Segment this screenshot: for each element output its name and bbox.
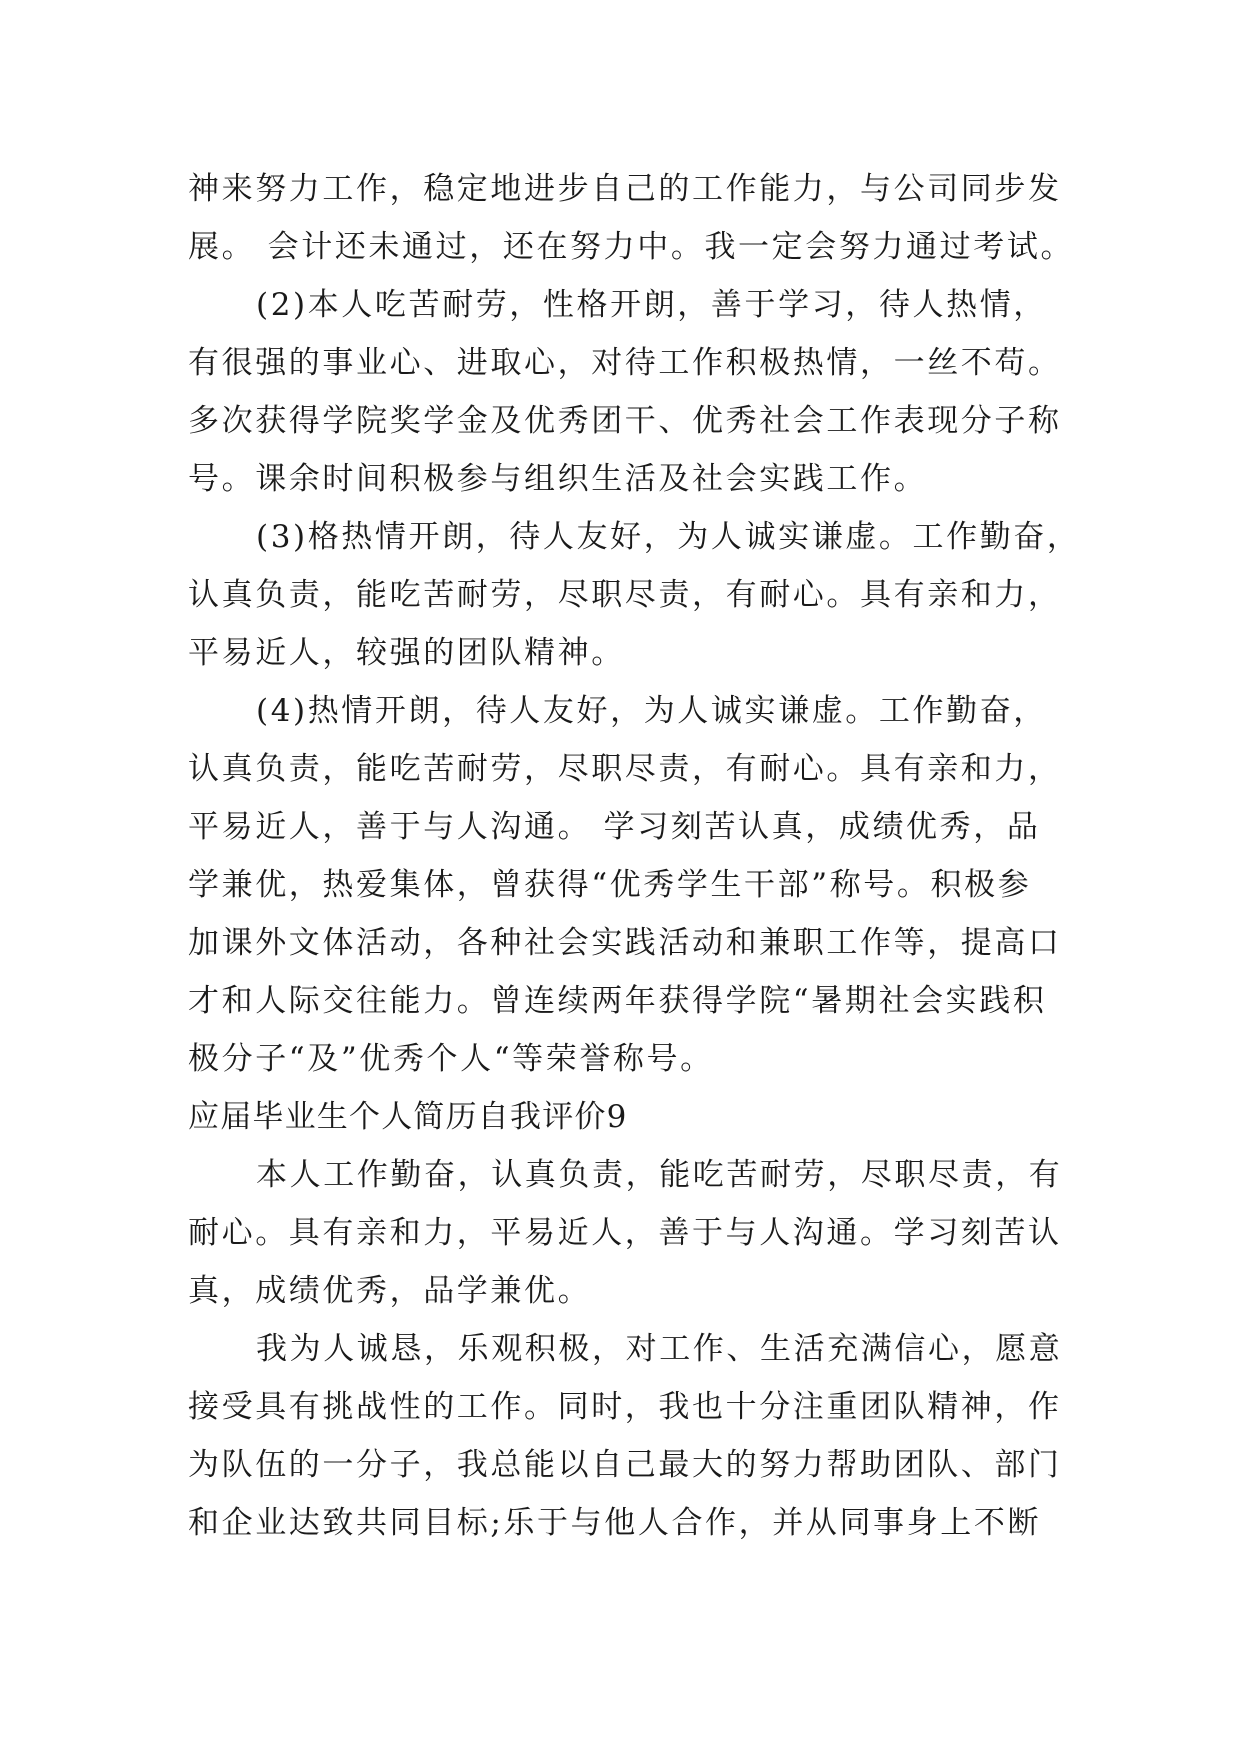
text-line: 认真负责，能吃苦耐劳，尽职尽责，有耐心。具有亲和力，: [188, 751, 1062, 787]
text-line: 耐心。具有亲和力，平易近人，善于与人沟通。学习刻苦认: [188, 1215, 1062, 1251]
text-line: 才和人际交往能力。曾连续两年获得学院“暑期社会实践积: [188, 983, 1047, 1019]
text-line: 有很强的事业心、进取心，对待工作积极热情，一丝不苟。: [188, 345, 1062, 381]
text-line: 学兼优，热爱集体，曾获得“优秀学生干部”称号。积极参: [188, 867, 1032, 903]
text-line: 本人工作勤奋，认真负责，能吃苦耐劳，尽职尽责，有: [256, 1157, 1063, 1193]
document-body: [188, 160, 1081, 1552]
text-line: 展。 会计还未通过，还在努力中。我一定会努力通过考试。: [188, 229, 1075, 265]
text-line: 号。课余时间积极参与组织生活及社会实践工作。: [188, 461, 928, 497]
text-line: 认真负责，能吃苦耐劳，尽职尽责，有耐心。具有亲和力，: [188, 577, 1062, 613]
text-line: 加课外文体活动，各种社会实践活动和兼职工作等，提高口: [188, 925, 1062, 961]
text-line: (2)本人吃苦耐劳，性格开朗，善于学习，待人热情，: [256, 287, 1047, 323]
text-line: 多次获得学院奖学金及优秀团干、优秀社会工作表现分子称: [188, 403, 1062, 439]
text-line: 真，成绩优秀，品学兼优。: [188, 1273, 592, 1309]
text-line: 平易近人，善于与人沟通。 学习刻苦认真，成绩优秀，品: [188, 809, 1041, 845]
text-line: (4)热情开朗，待人友好，为人诚实谦虚。工作勤奋，: [256, 693, 1047, 729]
text-line: 接受具有挑战性的工作。同时，我也十分注重团队精神，作: [188, 1389, 1062, 1425]
text-line: 我为人诚恳，乐观积极，对工作、生活充满信心，愿意: [256, 1331, 1063, 1367]
section-heading: 应届毕业生个人简历自我评价9: [188, 1099, 628, 1135]
text-line: 和企业达致共同目标;乐于与他人合作，并从同事身上不断: [188, 1505, 1042, 1541]
text-line: 极分子“及”优秀个人“等荣誉称号。: [188, 1041, 714, 1077]
text-line: 神来努力工作，稳定地进步自己的工作能力，与公司同步发: [188, 171, 1062, 207]
text-line: (3)格热情开朗，待人友好，为人诚实谦虚。工作勤奋，: [256, 519, 1081, 555]
text-line: 为队伍的一分子，我总能以自己最大的努力帮助团队、部门: [188, 1447, 1062, 1483]
text-line: 平易近人，较强的团队精神。: [188, 635, 625, 671]
